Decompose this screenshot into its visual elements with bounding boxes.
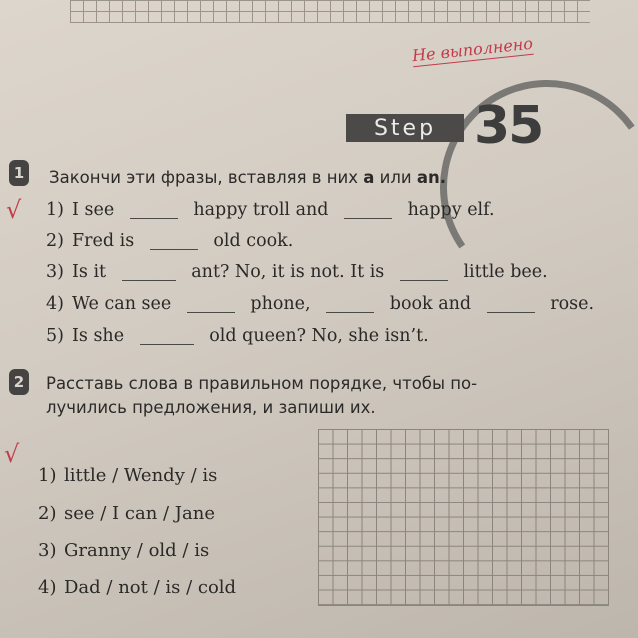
exercise-1-item: 5) Is she old queen? No, she isn’t. <box>46 326 429 346</box>
exercise-2-instruction: Расставь слова в правильном порядке, чтобы по- лучились предложения, и запиши их. <box>46 374 478 417</box>
exercise-2-item: 4) Dad / not / is / cold <box>38 577 237 598</box>
exercise-1-item: 3) Is it ant? No, it is not. It is little bee. <box>46 262 548 282</box>
exercise-2-badge: 2 <box>9 369 29 395</box>
answer-blank[interactable] <box>187 312 235 313</box>
exercise-2-item: 3) Granny / old / is <box>38 540 210 561</box>
answer-blank[interactable] <box>400 280 448 281</box>
exercise-1-item: 2) Fred is old cook. <box>46 231 294 251</box>
step-number: 35 <box>474 96 543 156</box>
answer-blank[interactable] <box>344 218 392 219</box>
exercise-1-instruction: Закончи эти фразы, вставляя в них a или an. <box>49 168 447 187</box>
answer-blank[interactable] <box>326 312 374 313</box>
writing-grid[interactable] <box>318 429 609 606</box>
exercise-1-item: 1) I see happy troll and happy elf. <box>46 200 495 220</box>
answer-blank[interactable] <box>487 312 535 313</box>
checkmark-icon: √ <box>6 196 22 224</box>
teacher-note: Не выполнено <box>411 33 534 66</box>
answer-blank[interactable] <box>122 280 176 281</box>
answer-blank[interactable] <box>150 249 198 250</box>
exercise-1-badge: 1 <box>9 160 29 186</box>
exercise-1-item: 4) We can see phone, book and rose. <box>46 294 595 314</box>
answer-blank[interactable] <box>130 218 178 219</box>
answer-blank[interactable] <box>140 344 194 345</box>
step-label: Step <box>346 114 464 142</box>
top-answer-grid <box>70 0 590 23</box>
exercise-2-item: 2) see / I can / Jane <box>38 503 215 524</box>
checkmark-icon: √ <box>4 440 20 468</box>
exercise-2-item: 1) little / Wendy / is <box>38 465 218 486</box>
